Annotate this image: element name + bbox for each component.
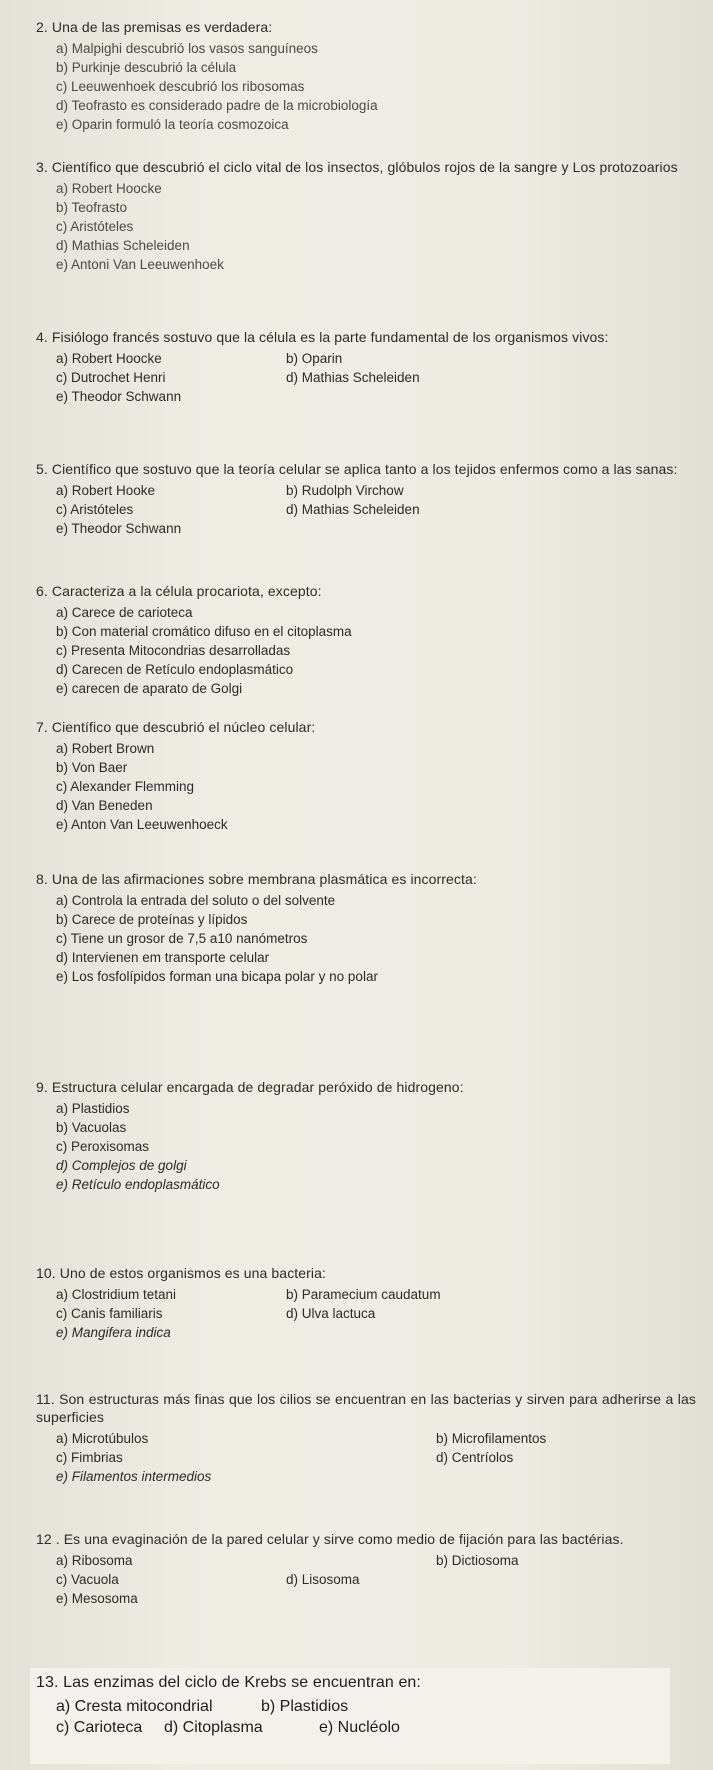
option-b: b) Purkinje descubrió la célula	[56, 60, 237, 75]
question-10	[36, 1264, 696, 1342]
option-d: d) Mathias Scheleiden	[56, 238, 190, 253]
question-6	[36, 582, 696, 698]
question-stem: 8. Una de las afirmaciones sobre membrana plasmática es incorrecta:	[36, 871, 477, 887]
option-d: d) Intervienen em transporte celular	[56, 950, 270, 965]
option-row	[36, 1429, 696, 1448]
option-d: d) Centríolos	[436, 1450, 514, 1465]
option-b: b) Plastidios	[261, 1698, 349, 1715]
option-a: a) Controla la entrada del soluto o del solvente	[56, 893, 336, 908]
question-11	[36, 1390, 696, 1486]
option-e: e) Mesosoma	[56, 1591, 138, 1606]
question-stem: 13. Las enzimas del ciclo de Krebs se encuentran en:	[36, 1674, 421, 1691]
option-row	[36, 1448, 696, 1467]
option-d: d) Citoplasma	[164, 1719, 263, 1736]
option-row	[36, 368, 696, 387]
question-9	[36, 1078, 696, 1194]
option-row	[36, 1551, 696, 1570]
question-7	[36, 718, 696, 834]
option-row	[36, 349, 696, 368]
option-a: a) Plastidios	[56, 1101, 130, 1116]
option-c: c) Alexander Flemming	[56, 779, 195, 794]
option-a: a) Clostridium tetani	[56, 1287, 177, 1302]
option-row	[36, 481, 696, 500]
option-e: e) Filamentos intermedios	[56, 1469, 212, 1484]
option-e: e) carecen de aparato de Golgi	[56, 681, 243, 696]
option-d: d) Van Beneden	[56, 798, 153, 813]
question-2	[36, 18, 696, 134]
option-d: d) Mathias Scheleiden	[286, 502, 420, 517]
option-b: b) Microfilamentos	[436, 1431, 547, 1446]
question-stem: 3. Científico que descubrió el ciclo vital de los insectos, glóbulos rojos de la sangre y Los protozoarios	[36, 159, 678, 175]
option-row	[36, 500, 696, 519]
option-b: b) Vacuolas	[56, 1120, 127, 1135]
option-c: c) Presenta Mitocondrias desarrolladas	[56, 643, 291, 658]
option-row	[36, 1285, 696, 1304]
question-stem: 5. Científico que sostuvo que la teoría celular se aplica tanto a los tejidos enfermos como a las sanas:	[36, 461, 678, 477]
option-b: b) Rudolph Virchow	[286, 483, 404, 498]
option-row	[36, 1717, 696, 1738]
option-a: a) Cresta mitocondrial	[56, 1698, 213, 1715]
option-c: c) Vacuola	[56, 1572, 119, 1587]
option-b: b) Oparin	[286, 351, 343, 366]
option-e: e) Anton Van Leeuwenhoeck	[56, 817, 228, 832]
question-stem: 11. Son estructuras más finas que los cilios se encuentran en las bacterias y sirven para adherirse a las superficies	[36, 1391, 696, 1425]
option-row	[36, 1696, 696, 1717]
option-a: a) Robert Hoocke	[56, 351, 162, 366]
question-stem: 10. Uno de estos organismos es una bacteria:	[36, 1265, 327, 1281]
option-b: b) Von Baer	[56, 760, 128, 775]
option-a: a) Ribosoma	[56, 1553, 133, 1568]
question-stem: 2. Una de las premisas es verdadera:	[36, 19, 273, 35]
option-e: e) Nucléolo	[319, 1719, 400, 1736]
option-c: c) Aristóteles	[56, 502, 134, 517]
option-c: c) Tiene un grosor de 7,5 a10 nanómetros	[56, 931, 308, 946]
option-row	[36, 1570, 696, 1589]
option-c: c) Aristóteles	[56, 219, 134, 234]
question-stem: 7. Científico que descubrió el núcleo celular:	[36, 719, 316, 735]
option-a: a) Microtúbulos	[56, 1431, 149, 1446]
option-c: c) Fimbrias	[56, 1450, 123, 1465]
option-d: d) Lisosoma	[286, 1572, 360, 1587]
option-c: c) Carioteca	[56, 1719, 143, 1736]
option-e: e) Los fosfolípidos forman una bicapa polar y no polar	[56, 969, 378, 984]
question-stem: 4. Fisiólogo francés sostuvo que la célula es la parte fundamental de los organismos vivos:	[36, 329, 609, 345]
question-stem: 9. Estructura celular encargada de degradar peróxido de hidrogeno:	[36, 1079, 464, 1095]
option-e: e) Mangifera indica	[56, 1325, 171, 1340]
option-e: e) Oparin formuló la teoría cosmozoica	[56, 117, 289, 132]
option-b: b) Carece de proteínas y lípidos	[56, 912, 248, 927]
question-stem: 6. Caracteriza a la célula procariota, excepto:	[36, 583, 322, 599]
option-a: a) Malpighi descubrió los vasos sanguíneos	[56, 41, 318, 56]
option-d: d) Complejos de golgi	[56, 1158, 187, 1173]
option-e: e) Theodor Schwann	[56, 389, 182, 404]
option-d: d) Ulva lactuca	[286, 1306, 376, 1321]
option-c: c) Dutrochet Henri	[56, 370, 166, 385]
option-d: d) Mathias Scheleiden	[286, 370, 420, 385]
question-12	[36, 1530, 696, 1608]
option-d: d) Teofrasto es considerado padre de la microbiología	[56, 98, 378, 113]
option-c: c) Canis familiaris	[56, 1306, 163, 1321]
option-c: c) Peroxisomas	[56, 1139, 150, 1154]
option-e: e) Retículo endoplasmático	[56, 1177, 220, 1192]
option-a: a) Robert Brown	[56, 741, 155, 756]
question-5	[36, 460, 696, 538]
option-d: d) Carecen de Retículo endoplasmático	[56, 662, 294, 677]
option-e: e) Antoni Van Leeuwenhoek	[56, 257, 224, 272]
option-row	[36, 1304, 696, 1323]
option-a: a) Robert Hoocke	[56, 181, 162, 196]
option-b: b) Dictiosoma	[436, 1553, 519, 1568]
question-13	[36, 1672, 696, 1738]
question-3	[36, 158, 696, 274]
option-c: c) Leeuwenhoek descubrió los ribosomas	[56, 79, 305, 94]
option-a: a) Robert Hooke	[56, 483, 156, 498]
option-b: b) Paramecium caudatum	[286, 1287, 441, 1302]
option-b: b) Teofrasto	[56, 200, 128, 215]
option-e: e) Theodor Schwann	[56, 521, 182, 536]
question-8	[36, 870, 696, 986]
option-b: b) Con material cromático difuso en el citoplasma	[56, 624, 352, 639]
option-a: a) Carece de carioteca	[56, 605, 193, 620]
question-stem: 12 . Es una evaginación de la pared celular y sirve como medio de fijación para las bactérias.	[36, 1531, 624, 1547]
question-4	[36, 328, 696, 406]
